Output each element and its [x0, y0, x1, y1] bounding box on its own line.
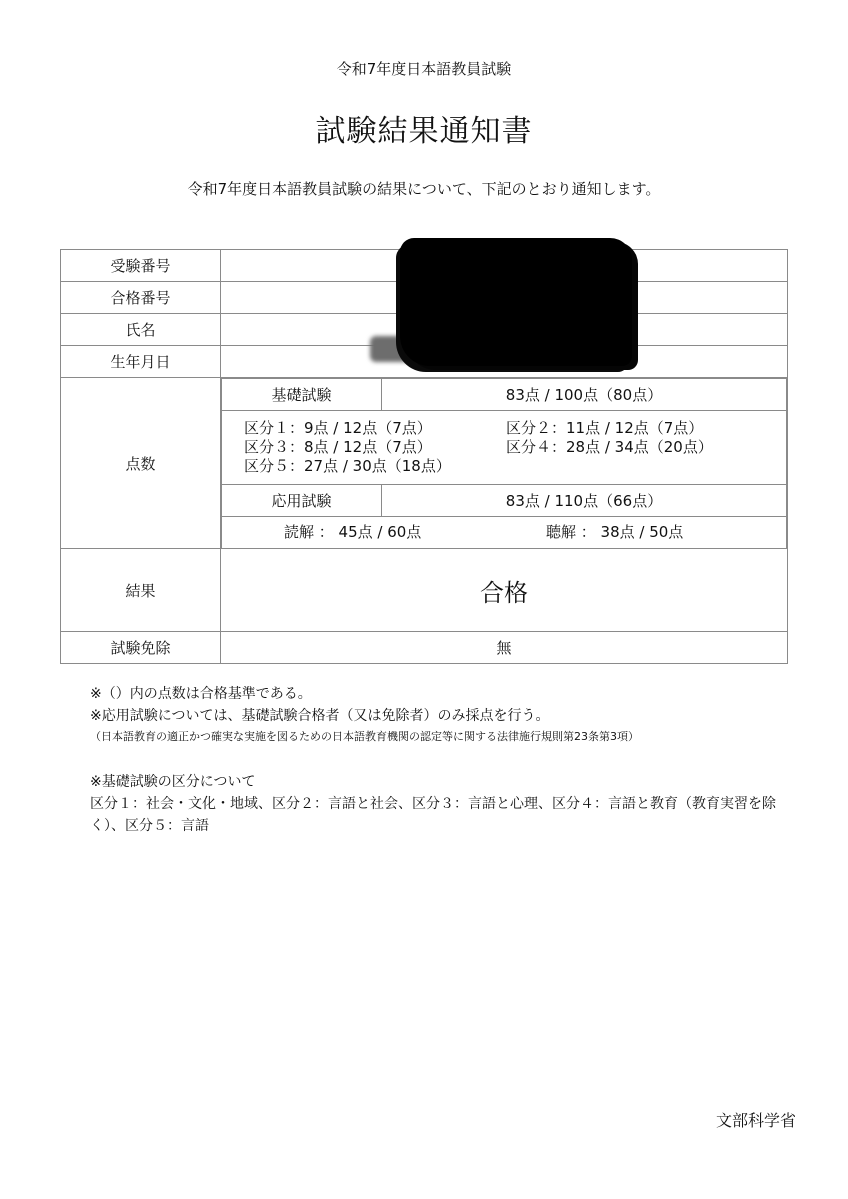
division-scores: [222, 411, 786, 484]
listening-score: 聴解 ： 38点 / 50点: [546, 523, 684, 541]
note-score-criteria: ※（）内の点数は合格基準である。: [90, 686, 312, 702]
intro-text: 令和7年度日本語教員試験の結果について、下記のとおり通知します。: [187, 180, 661, 198]
result-row: [61, 549, 788, 632]
issuing-ministry: 文部科学省: [715, 1111, 796, 1130]
exemption-row: [61, 632, 788, 664]
division-4-score: 区分４：28点 / 34点（20点）: [506, 438, 713, 456]
divisions-description: 区分１：社会・文化・地域、区分２：言語と社会、区分３：言語と心理、区分４：言語と教育（教育実習を除く）、区分５：言語: [90, 796, 776, 834]
score-row: [61, 378, 788, 549]
notes-section: [90, 683, 780, 837]
basic-divisions-row: [222, 411, 787, 485]
name-label: 氏名: [61, 314, 221, 346]
applied-breakdown: [222, 517, 786, 548]
basic-exam-row: [222, 379, 787, 411]
pass-number-label: 合格番号: [61, 282, 221, 314]
basic-exam-label: 基礎試験: [222, 379, 382, 411]
score-detail-cell: [221, 378, 788, 549]
division-2-score: 区分２：11点 / 12点（7点）: [506, 419, 704, 437]
applied-exam-score: 83点 / 110点（66点）: [382, 485, 787, 517]
redaction-block: [400, 238, 632, 366]
note-legal-reference: （日本語教育の適正かつ確実な実施を図るための日本語教育機関の認定等に関する法律施行規則第23条第3項）: [90, 730, 639, 743]
division-1-score: 区分１：9点 / 12点（7点）: [244, 419, 432, 437]
divisions-heading: ※基礎試験の区分について: [90, 774, 256, 790]
basic-divisions-cell: [222, 411, 787, 485]
applied-breakdown-row: [222, 517, 787, 549]
exam-name: 令和7年度日本語教員試験: [336, 60, 512, 78]
division-3-score: 区分３：8点 / 12点（7点）: [244, 438, 432, 456]
applied-exam-row: [222, 485, 787, 517]
birthdate-label: 生年月日: [61, 346, 221, 378]
exam-number-label: 受験番号: [61, 250, 221, 282]
result-label: 結果: [61, 549, 221, 632]
result-value: 合格: [221, 549, 788, 632]
document-title: 試験結果通知書: [315, 114, 533, 149]
basic-exam-score: 83点 / 100点（80点）: [382, 379, 787, 411]
note-applied-grading: ※応用試験については、基礎試験合格者（又は免除者）のみ採点を行う。: [90, 708, 550, 724]
score-label: 点数: [61, 378, 221, 549]
division-5-score: 区分５：27点 / 30点（18点）: [244, 457, 451, 475]
applied-exam-label: 応用試験: [222, 485, 382, 517]
exemption-label: 試験免除: [61, 632, 221, 664]
applied-breakdown-cell: [222, 517, 787, 549]
reading-score: 読解 ： 45点 / 60点: [284, 523, 422, 541]
exemption-value: 無: [221, 632, 788, 664]
score-sub-table: [221, 378, 787, 548]
